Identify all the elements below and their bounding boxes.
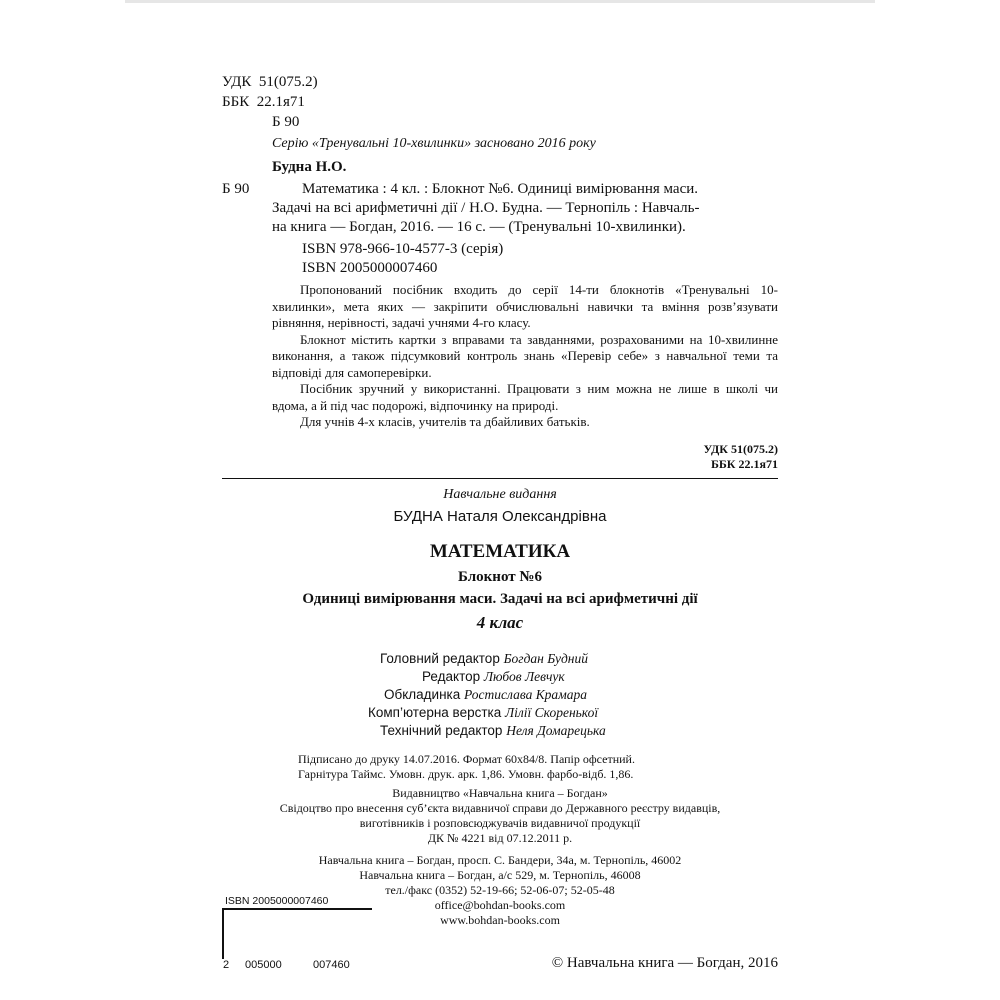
credit-line: Обкладинка Ростислава Крамара (384, 687, 588, 702)
abstract (272, 282, 778, 431)
udk-right: УДК 51(075.2) (703, 442, 778, 456)
barcode-frame-top (222, 908, 372, 910)
abstract-paragraph: Для учнів 4-х класів, учителів та дбайливих батьків. (300, 414, 590, 429)
series-note: Серію «Тренувальні 10-хвилинки» засновано 2016 року (272, 136, 596, 151)
barcode-digit-group: 007460 (313, 959, 350, 971)
credit-line: Технічний редактор Неля Домарецька (380, 723, 606, 738)
print-line: Підписано до друку 14.07.2016. Формат 60х84/8. Папір офсетний. (298, 752, 635, 766)
grade: 4 клас (476, 613, 524, 632)
title-main: МАТЕМАТИКА (429, 541, 571, 562)
credit-line: Комп’ютерна верстка Лілії Скоренької (368, 705, 599, 720)
author-full: БУДНА Наталя Олександрівна (393, 508, 607, 525)
biblio-line: Задачі на всі арифметичні дії / Н.О. Будна. — Тернопіль : Навчаль- (272, 200, 700, 216)
contact-line: www.bohdan-books.com (440, 913, 560, 927)
subtitle: Одиниці вимірювання маси. Задачі на всі арифметичні дії (302, 591, 698, 607)
entry-code: Б 90 (222, 181, 250, 197)
isbn-line: ISBN 2005000007460 (302, 260, 438, 276)
cipher-code: Б 90 (272, 114, 300, 130)
barcode-frame-left (222, 908, 224, 965)
barcode-digit-first: 2 (223, 959, 230, 971)
contact-line: office@bohdan-books.com (434, 898, 566, 912)
page-top-edge (125, 0, 875, 3)
author-heading: Будна Н.О. (272, 159, 347, 175)
copyright: © Навчальна книга — Богдан, 2016 (551, 955, 778, 971)
bbk-right: ББК 22.1я71 (710, 457, 778, 471)
credit-line: Головний редактор Богдан Будний (380, 651, 589, 666)
section-divider (222, 478, 778, 479)
abstract-paragraph: Блокнот містить картки з вправами та завданнями, розрахованими на 10-хвилинне виконання, а також підсумковий контроль знань «Перевір себе» з навчальної теми та відповіді для самоперевірки. (272, 331, 778, 380)
contact-line: Навчальна книга – Богдан, а/с 529, м. Тернопіль, 46008 (359, 868, 641, 882)
udk-line: УДК 51(075.2) (222, 74, 318, 90)
publisher-line: ДК № 4221 від 07.12.2011 р. (427, 831, 573, 845)
publisher-line: виготівників і розповсюджувачів видавничої продукції (359, 816, 641, 830)
barcode-isbn-text: ISBN 2005000007460 (225, 895, 329, 907)
contact-line: тел./факс (0352) 52-19-66; 52-06-07; 52-05-48 (385, 883, 615, 897)
isbn-line: ISBN 978-966-10-4577-3 (серія) (302, 241, 504, 257)
biblio-line: на книга — Богдан, 2016. — 16 с. — (Тренувальні 10-хвилинки). (272, 219, 686, 235)
barcode-digit-group: 005000 (245, 959, 282, 971)
barcode (222, 895, 372, 974)
abstract-paragraph: Посібник зручний у використанні. Працювати з ним можна не лише в школі чи вдома, а й під час подорожі, відпочинку на природі. (272, 381, 778, 413)
credit-line: Редактор Любов Левчук (422, 669, 565, 684)
publisher-line: Видавництво «Навчальна книга – Богдан» (392, 786, 608, 800)
notebook-number: Блокнот №6 (458, 569, 542, 585)
edition-type: Навчальне видання (443, 487, 557, 502)
abstract-paragraph: Пропонований посібник входить до серії 14-ти блокнотів «Тренувальні 10-хвилинки», мета яких — закріпити обчислювальні навички та вміння розв’язувати рівняння, нерівності, задачі учнями 4-го класу. (272, 282, 778, 330)
print-line: Гарнітура Таймс. Умовн. друк. арк. 1,86. Умовн. фарбо-відб. 1,86. (298, 767, 634, 781)
publisher-line: Свідоцтво про внесення суб’єкта видавничої справи до Державного реєстру видавців, (279, 801, 721, 815)
biblio-line: Математика : 4 кл. : Блокнот №6. Одиниці вимірювання маси. (302, 181, 699, 197)
bbk-line: ББК 22.1я71 (222, 94, 305, 110)
contact-line: Навчальна книга – Богдан, просп. С. Бандери, 34а, м. Тернопіль, 46002 (318, 853, 682, 867)
